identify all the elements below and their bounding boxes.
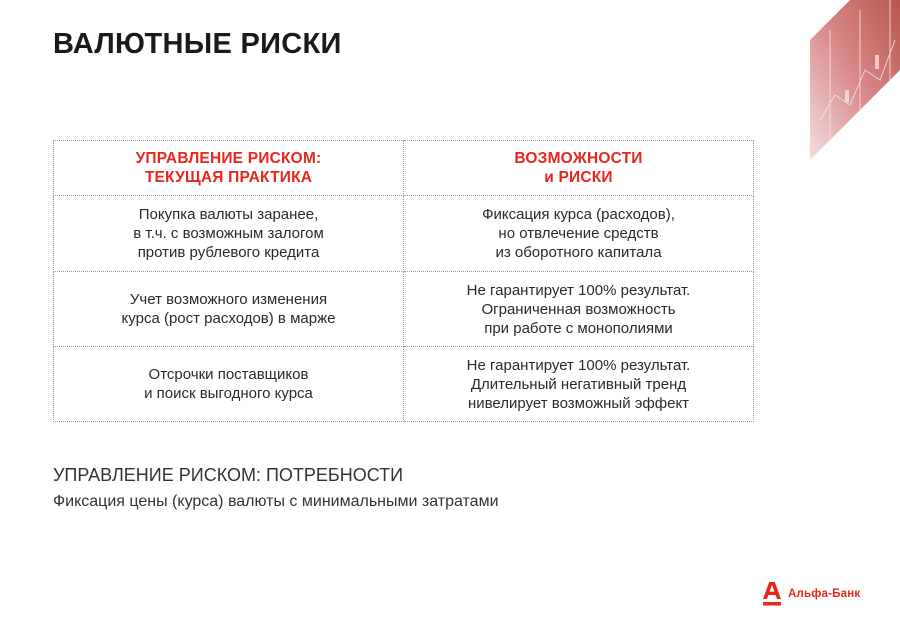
cell-line: и поиск выгодного курса [144,385,313,402]
cell-line: Учет возможного изменения [129,291,328,308]
logo-text: Альфа-Банк [788,588,861,600]
table-cell [404,196,754,272]
table-cell [54,196,404,272]
cell-line: Ограниченная возможность [481,300,676,318]
header-line: ТЕКУЩАЯ ПРАКТИКА [144,169,313,186]
cell-line: нивелирует возможный эффект [467,394,690,412]
currency-risk-table [53,140,754,422]
cell-line: Покупка валюты заранее, [138,206,319,223]
header-risk-management [54,141,404,196]
cell-line: курса (рост расходов) в марже [121,310,336,327]
header-line: и РИСКИ [544,169,613,186]
cell-line: в т.ч. с возможным залогом [133,225,324,242]
cell-line: но отвлечение средств [498,225,659,242]
page-title: ВАЛЮТНЫЕ РИСКИ [53,28,342,60]
needs-text: Фиксация цены (курса) валюты с минимальными затратами [53,493,499,510]
header-line: УПРАВЛЕНИЕ РИСКОМ: [135,150,322,167]
header-opportunities-risks [404,141,754,196]
cell-line: Фиксация курса (расходов), [482,206,675,223]
cell-line: Отсрочки поставщиков [148,366,309,383]
table-row [54,272,754,347]
table-row [54,196,754,272]
cell-line: Не гарантирует 100% результат. [466,356,691,374]
header-line: ВОЗМОЖНОСТИ [514,150,643,167]
cell-line: Не гарантирует 100% результат. [466,281,691,299]
table-row [54,347,754,422]
table-cell [404,347,754,422]
table-cell [404,272,754,347]
decorative-corner-image [790,0,900,160]
table-cell [54,347,404,422]
alfa-bank-logo [762,581,860,607]
cell-line: против рублевого кредита [137,244,320,261]
cell-line: Длительный негативный тренд [470,375,687,393]
cell-line: из оборотного капитала [495,244,662,261]
needs-heading: УПРАВЛЕНИЕ РИСКОМ: ПОТРЕБНОСТИ [53,465,404,485]
alfa-bank-logo-icon [762,581,782,607]
cell-line: при работе с монополиями [484,319,673,337]
table-cell [54,272,404,347]
